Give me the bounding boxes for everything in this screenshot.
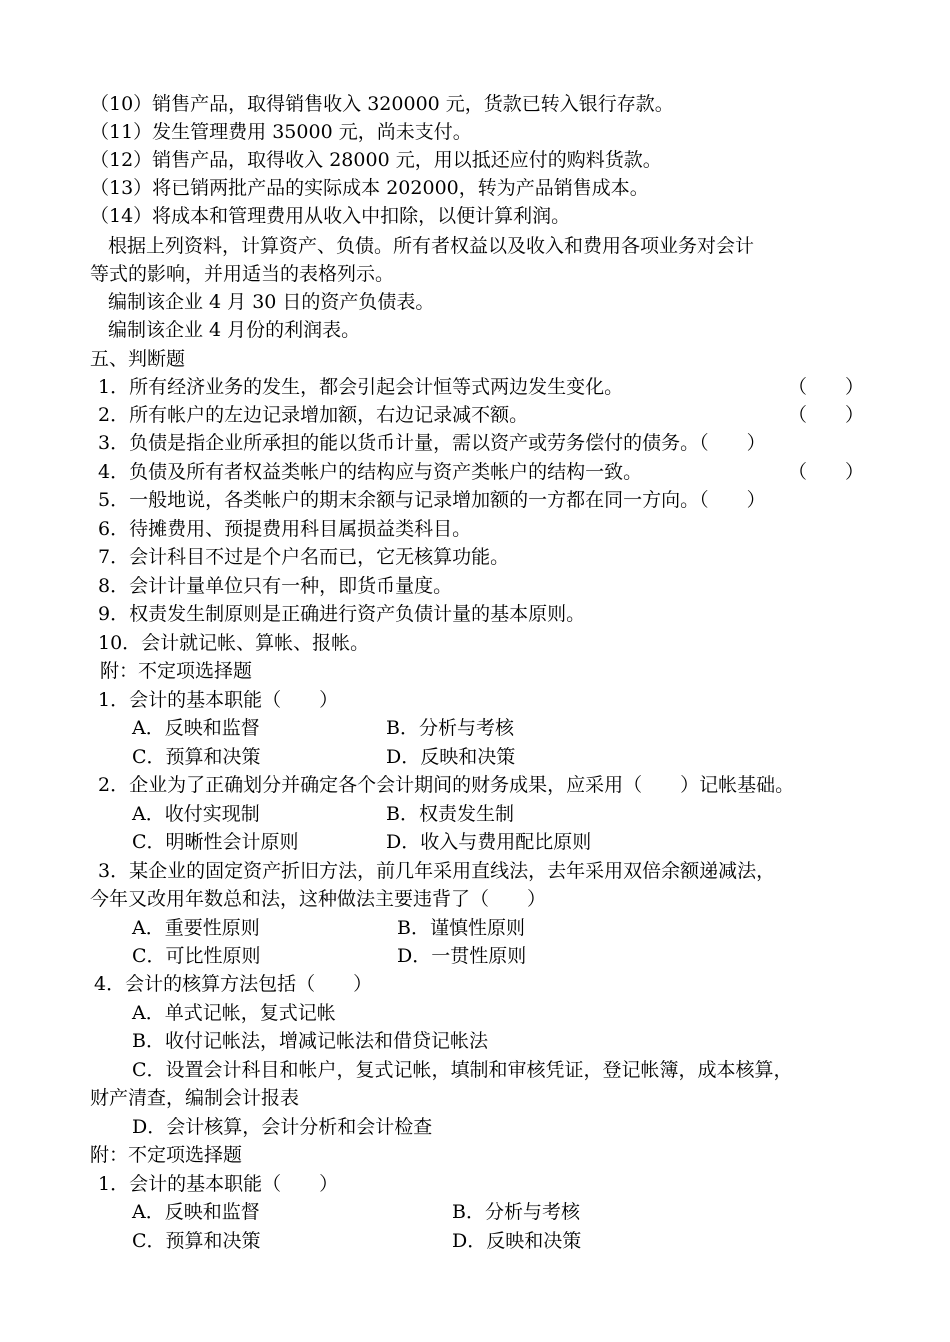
judge-item-1: 1．所有经济业务的发生，都会引起会计恒等式两边发生变化。 [98, 376, 624, 398]
a1-q1-option-c: C．预算和决策 [132, 746, 261, 768]
answer-paren-2: （ ） [788, 404, 865, 426]
appendix-1-heading: 附：不定项选择题 [100, 660, 253, 682]
item-11: （11）发生管理费用 35000 元，尚未支付。 [90, 121, 472, 143]
judge-item-2: 2．所有帐户的左边记录增加额，右边记录减不额。 [98, 404, 529, 426]
item-14: （14）将成本和管理费用从收入中扣除，以便计算利润。 [90, 205, 571, 227]
judge-item-3: 3．负债是指企业所承担的能以货币计量，需以资产或劳务偿付的债务。（ ） [98, 432, 766, 454]
a1-q1-option-b: B．分析与考核 [386, 717, 514, 739]
a1-q2-option-b: B．权责发生制 [386, 803, 514, 825]
judge-item-6: 6．待摊费用、预提费用科目属损益类科目。 [98, 518, 472, 540]
item-12: （12）销售产品，取得收入 28000 元，用以抵还应付的购料货款。 [90, 149, 662, 171]
a2-q1-option-a: A．反映和监督 [132, 1201, 260, 1223]
a1-q2-option-a: A．收付实现制 [132, 803, 260, 825]
appendix-2-heading: 附：不定项选择题 [90, 1144, 243, 1166]
a1-q3-option-d: D．一贯性原则 [397, 945, 527, 967]
a1-q2-option-d: D．收入与费用配比原则 [386, 831, 592, 853]
answer-paren-1: （ ） [788, 376, 865, 398]
judge-item-8: 8．会计计量单位只有一种，即货币量度。 [98, 575, 453, 597]
a1-q3-stem-line-1: 3．某企业的固定资产折旧方法，前几年采用直线法，去年采用双倍余额递减法， [98, 860, 776, 882]
a1-q3-option-a: A．重要性原则 [132, 917, 260, 939]
a1-q4-option-d: D．会计核算，会计分析和会计检查 [132, 1116, 433, 1138]
a1-q4-option-c-line-1: C．设置会计科目和帐户，复式记帐，填制和审核凭证，登记帐簿，成本核算， [132, 1059, 793, 1081]
section-5-heading: 五、判断题 [90, 348, 186, 370]
a1-q4-option-b: B．收付记帐法，增减记帐法和借贷记帐法 [132, 1030, 488, 1052]
a1-q3-stem-line-2: 今年又改用年数总和法，这种做法主要违背了（ ） [90, 888, 547, 910]
a1-q4-option-c-line-2: 财产清查，编制会计报表 [90, 1087, 300, 1109]
instruction-line-2: 等式的影响，并用适当的表格列示。 [90, 263, 395, 285]
task-balance-sheet: 编制该企业 4 月 30 日的资产负债表。 [108, 291, 435, 313]
judge-item-10: 10．会计就记帐、算帐、报帐。 [98, 632, 370, 654]
a1-q2-option-c: C．明晰性会计原则 [132, 831, 299, 853]
a1-q1-option-d: D．反映和决策 [386, 746, 516, 768]
task-income-statement: 编制该企业 4 月份的利润表。 [108, 319, 361, 341]
a1-q2-stem: 2．企业为了正确划分并确定各个会计期间的财务成果，应采用（ ）记帐基础。 [98, 774, 795, 796]
a2-q1-option-b: B．分析与考核 [452, 1201, 580, 1223]
instruction-line-1: 根据上列资料，计算资产、负债。所有者权益以及收入和费用各项业务对会计 [108, 235, 755, 257]
a1-q1-option-a: A．反映和监督 [132, 717, 260, 739]
a1-q4-option-a: A．单式记帐，复式记帐 [132, 1002, 336, 1024]
item-13: （13）将已销两批产品的实际成本 202000，转为产品销售成本。 [90, 177, 649, 199]
a2-q1-option-d: D．反映和决策 [452, 1230, 582, 1252]
a1-q3-option-b: B．谨慎性原则 [397, 917, 525, 939]
a1-q1-stem: 1．会计的基本职能（ ） [98, 689, 339, 711]
judge-item-4: 4．负债及所有者权益类帐户的结构应与资产类帐户的结构一致。 [98, 461, 643, 483]
a2-q1-option-c: C．预算和决策 [132, 1230, 261, 1252]
judge-item-7: 7．会计科目不过是个户名而已，它无核算功能。 [98, 546, 510, 568]
judge-item-9: 9．权责发生制原则是正确进行资产负债计量的基本原则。 [98, 603, 586, 625]
answer-paren-4: （ ） [788, 461, 865, 483]
item-10: （10）销售产品，取得销售收入 320000 元，货款已转入银行存款。 [90, 93, 674, 115]
a1-q3-option-c: C．可比性原则 [132, 945, 261, 967]
a1-q4-stem: 4．会计的核算方法包括（ ） [94, 973, 373, 995]
a2-q1-stem: 1．会计的基本职能（ ） [98, 1173, 339, 1195]
judge-item-5: 5．一般地说，各类帐户的期末余额与记录增加额的一方都在同一方向。（ ） [98, 489, 766, 511]
